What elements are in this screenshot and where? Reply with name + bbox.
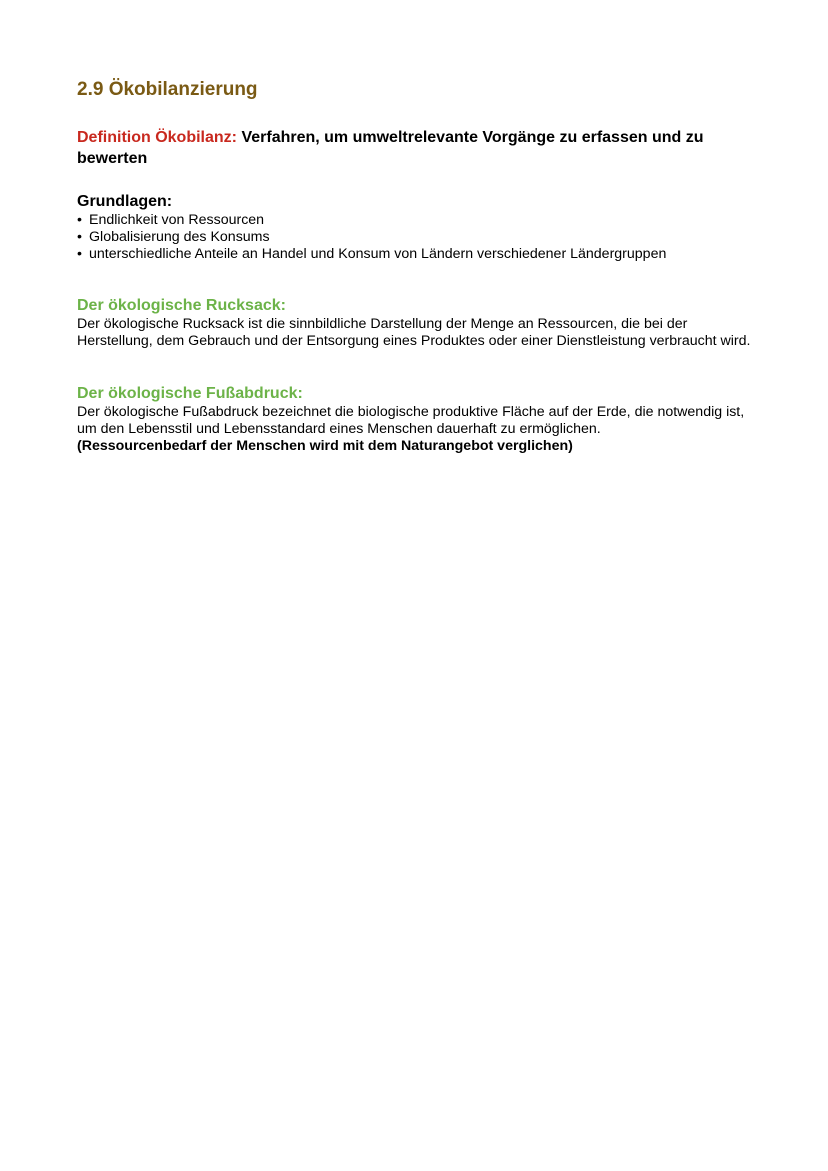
basics-block (77, 192, 767, 263)
footprint-section (77, 384, 767, 455)
rucksack-text: Der ökologische Rucksack ist die sinnbildliche Darstellung der Menge an Ressourcen, die bei der Herstellung, dem Gebrauch und der Entsorgung eines Produktes oder einer Dienstleistung verbraucht wird. (77, 316, 751, 349)
list-item (77, 246, 767, 263)
basics-title: Grundlagen: (77, 193, 173, 210)
list-item (77, 212, 767, 229)
footprint-note: (Ressourcenbedarf der Menschen wird mit dem Naturangebot verglichen) (77, 438, 573, 454)
definition-label: Definition Ökobilanz: (77, 129, 237, 146)
bullet-icon: • (77, 212, 82, 228)
basics-list (77, 212, 767, 263)
definition-text: Verfahren, um umweltrelevante Vorgänge zu erfassen und zu bewerten (77, 129, 704, 167)
page-content (77, 78, 767, 455)
rucksack-section (77, 296, 767, 350)
definition-paragraph (77, 127, 767, 169)
bullet-icon: • (77, 229, 82, 245)
section-heading: 2.9 Ökobilanzierung (77, 79, 258, 100)
list-item-text: Globalisierung des Konsums (89, 229, 270, 245)
footprint-title: Der ökologische Fußabdruck: (77, 385, 303, 402)
list-item (77, 229, 767, 246)
rucksack-title: Der ökologische Rucksack: (77, 297, 286, 314)
footprint-text: Der ökologische Fußabdruck bezeichnet die biologische produktive Fläche auf der Erde, die notwendig ist, um den Lebensstil und Lebensstandard eines Menschen dauerhaft zu ermöglichen. (77, 404, 745, 437)
bullet-icon: • (77, 246, 82, 262)
list-item-text: unterschiedliche Anteile an Handel und Konsum von Ländern verschiedener Ländergruppen (89, 246, 667, 262)
list-item-text: Endlichkeit von Ressourcen (89, 212, 265, 228)
